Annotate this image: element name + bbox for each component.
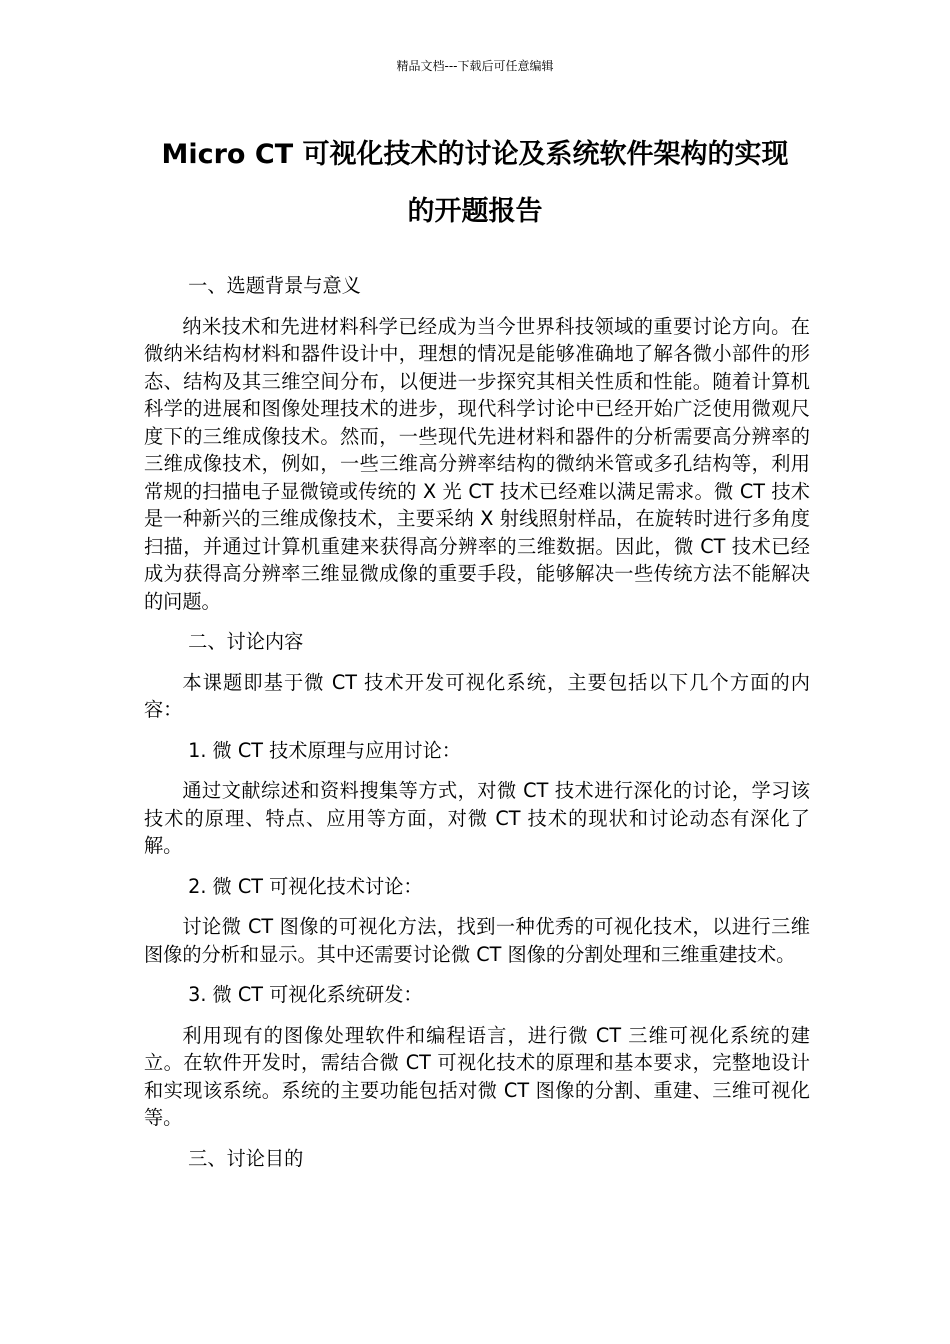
paragraph-background: 纳米技术和先进材料科学已经成为当今世界科技领域的重要讨论方向。在微纳米结构材料和器件设计中，理想的情况是能够准确地了解各微小部件的形态、结构及其三维空间分布，以便进一步探究其相关性质和性能。随着计算机科学的进展和图像处理技术的进步，现代科学讨论中已经开始广泛使用微观尺度下的三维成像技术。然而，一些现代先进材料和器件的分析需要高分辨率的三维成像技术，例如，一些三维高分辨率结构的微纳米管或多孔结构等，利用常规的扫描电子显微镜或传统的 X 光 CT 技术已经难以满足需求。微 CT 技术 是一种新兴的三维成像技术，主要采纳 X 射线照射样品，在旋转时进行多角度扫描，并通过计算机重建来获得高分辨率的三维数据。因此，微 CT 技术已经成为获得高分辨率三维显微成像的重要手段，能够解决一些传统方法不能解决的问题。 <box>144 314 810 613</box>
item-heading-system: 3. 微 CT 可视化系统研发： <box>188 983 423 1006</box>
item-heading-principle: 1. 微 CT 技术原理与应用讨论： <box>188 738 461 762</box>
paragraph-system: 利用现有的图像处理软件和编程语言，进行微 CT 三维可视化系统的建立。在软件开发时，需结合微 CT 可视化技术的原理和基本要求，完整地设计和实现该系统。系统的主要功能包括对微 CT 图像的分割、重建、三维可视化等。 <box>144 1023 810 1129</box>
section-heading-background: 一、选题背景与意义 <box>188 274 361 297</box>
paragraph-content-intro: 本课题即基于微 CT 技术开发可视化系统，主要包括以下几个方面的内容： <box>144 670 810 721</box>
section-heading-content: 二、讨论内容 <box>188 630 304 653</box>
document-title-line1: Micro CT 可视化技术的讨论及系统软件架构的实现 <box>161 139 789 170</box>
document-body <box>144 272 810 1185</box>
paragraph-principle: 通过文献综述和资料搜集等方式，对微 CT 技术进行深化的讨论，学习该技术的原理、特点、应用等方面，对微 CT 技术的现状和讨论动态有深化了解。 <box>144 779 810 857</box>
paragraph-visualization: 讨论微 CT 图像的可视化方法，找到一种优秀的可视化技术，以进行三维图像的分析和显示。其中还需要讨论微 CT 图像的分割处理和三维重建技术。 <box>144 915 810 966</box>
document-title-line2: 的开题报告 <box>407 196 543 227</box>
header-note: 精品文档---下载后可任意编辑 <box>396 59 554 73</box>
item-heading-visualization: 2. 微 CT 可视化技术讨论： <box>188 874 423 898</box>
section-heading-purpose: 三、讨论目的 <box>188 1146 304 1170</box>
